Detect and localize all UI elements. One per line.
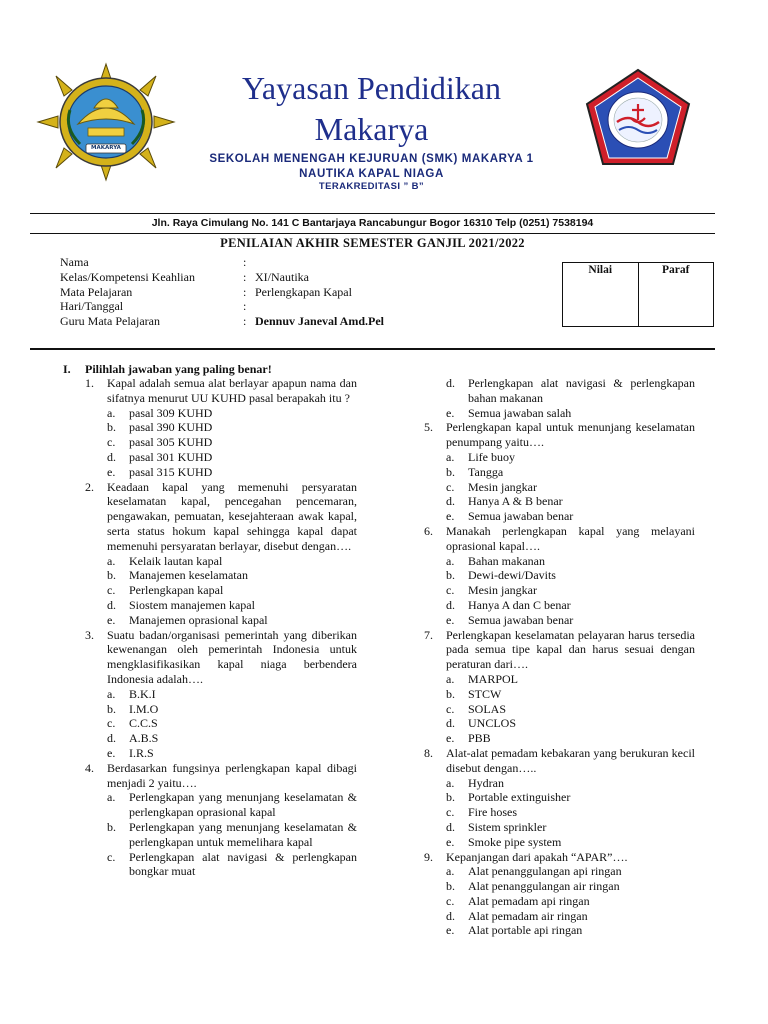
question-text: Suatu badan/organisasi pemerintah yang diberikan kewenangan oleh pemerintah Indonesia untuk mengklasifikasikan kapal niaga berbendera Indonesia adalah…. [107, 627, 357, 686]
answer-option [446, 554, 695, 569]
option-text: I.R.S [129, 745, 154, 760]
option-text: Hydran [468, 775, 504, 790]
option-letter: d. [107, 731, 116, 746]
answer-option [446, 613, 695, 628]
option-text: Manajemen oprasional kapal [129, 612, 268, 627]
question-text: Perlengkapan keselamatan pelayaran harus tersedia pada semua tipe kapal dan harus sesuai dengan peraturan dari…. [446, 627, 695, 672]
option-letter: b. [446, 879, 455, 894]
answer-option [446, 820, 695, 835]
exam-title: PENILAIAN AKHIR SEMESTER GANJIL 2021/2022 [220, 236, 525, 250]
accreditation: TERAKREDITASI ” B” [318, 181, 425, 192]
option-text: pasal 315 KUHD [129, 464, 213, 479]
answer-option [446, 909, 695, 924]
question-stem [85, 628, 357, 687]
option-text: Alat penanggulangan air ringan [468, 879, 620, 894]
option-letter: d. [446, 716, 455, 731]
answer-option [107, 613, 357, 628]
answer-option [446, 509, 695, 524]
option-text: I.M.O [129, 701, 159, 716]
answer-option [107, 554, 357, 569]
info-row-teacher [60, 314, 384, 329]
answer-option [107, 731, 357, 746]
info-row-subject [60, 285, 384, 300]
grade-signature-cell [639, 263, 714, 326]
question-number: 8. [424, 745, 433, 760]
answer-option [446, 672, 695, 687]
question-block [424, 850, 695, 939]
option-letter: a. [107, 790, 116, 805]
option-text: Perlengkapan alat navigasi & perlengkapan bahan makanan [468, 376, 695, 405]
answer-option [446, 776, 695, 791]
option-text: PBB [468, 731, 491, 746]
answer-option [446, 879, 695, 894]
grade-score-label: Nilai [588, 264, 613, 276]
question-stem [424, 524, 695, 554]
answer-option [107, 406, 357, 421]
answer-option [446, 835, 695, 850]
option-text: pasal 309 KUHD [129, 405, 213, 420]
option-text: Portable extinguisher [468, 790, 571, 805]
question-text: Alat-alat pemadam kebakaran yang berukuran kecil disebut dengan….. [446, 745, 695, 775]
option-letter: c. [446, 893, 455, 908]
option-letter: c. [446, 583, 455, 598]
answer-option [446, 480, 695, 495]
option-text: Perlengkapan yang menunjang keselamatan & perlengkapan oprasional kapal [129, 790, 357, 820]
section-title [63, 362, 272, 377]
option-text: A.B.S [129, 731, 159, 746]
answer-option [446, 465, 695, 480]
answer-option [446, 716, 695, 731]
questions-right-column [424, 376, 695, 938]
option-letter: b. [446, 686, 455, 701]
option-text: Semua jawaban benar [468, 612, 574, 627]
answer-option [446, 494, 695, 509]
option-text: Alat portable api ringan [468, 923, 583, 938]
header-rule-top [30, 213, 715, 214]
option-letter: d. [446, 494, 455, 509]
option-letter: e. [446, 612, 455, 627]
question-number: 4. [85, 760, 94, 775]
answer-option [446, 450, 695, 465]
question-block [424, 628, 695, 746]
question-number: 5. [424, 420, 433, 435]
question-number: 1. [85, 376, 94, 390]
info-colon: : [243, 314, 247, 329]
foundation-name-line1: Yayasan Pendidikan [242, 70, 501, 106]
option-letter: c. [107, 849, 116, 864]
question-text: Keadaan kapal yang memenuhi persyaratan keselamatan kapal, pencegahan pencemaran, pengawakan, pemuatan, kesejahteraan awak kapal, serta status hokum kapal sehingga kapal dapat memenuhi persyaratan berlayar, disebut dengan…. [107, 479, 357, 553]
option-letter: e. [446, 405, 455, 420]
option-letter: b. [107, 819, 116, 834]
question-number: 7. [424, 627, 433, 642]
option-text: Dewi-dewi/Davits [468, 568, 556, 583]
option-text: SOLAS [468, 701, 507, 716]
info-colon: : [243, 299, 247, 314]
answer-option [107, 420, 357, 435]
answer-option [107, 716, 357, 731]
info-row-name [60, 255, 384, 270]
option-letter: e. [107, 464, 116, 479]
answer-option [107, 820, 357, 850]
grade-score-cell [563, 263, 639, 326]
question-stem [424, 628, 695, 672]
answer-option [107, 465, 357, 480]
question-block [85, 761, 357, 879]
info-colon: : [243, 269, 247, 284]
answer-option [107, 850, 357, 880]
option-text: pasal 305 KUHD [129, 435, 213, 450]
option-text: B.K.I [129, 686, 156, 701]
option-text: Fire hoses [468, 805, 517, 820]
question-stem [424, 746, 695, 776]
option-text: Mesin jangkar [468, 583, 537, 598]
answer-option [446, 894, 695, 909]
answer-option [107, 435, 357, 450]
option-letter: a. [107, 686, 116, 701]
question-block [85, 628, 357, 761]
question-text: Perlengkapan kapal untuk menunjang keselamatan penumpang yaitu…. [446, 420, 695, 450]
question-stem [85, 761, 357, 791]
question-number: 2. [85, 479, 94, 494]
question-block [424, 746, 695, 850]
answer-option [446, 923, 695, 938]
question-block [85, 480, 357, 628]
option-text: Perlengkapan yang menunjang keselamatan & perlengkapan untuk memelihara kapal [129, 819, 357, 849]
option-text: C.C.S [129, 716, 158, 731]
option-letter: b. [446, 790, 455, 805]
answer-option [446, 376, 695, 406]
option-letter: d. [107, 597, 116, 612]
question-block [424, 420, 695, 524]
question-stem [85, 376, 357, 406]
option-text: Alat pemadam air ringan [468, 908, 588, 923]
option-text: Bahan makanan [468, 553, 545, 568]
answer-option [107, 702, 357, 717]
option-text: STCW [468, 686, 502, 701]
section-numeral: I. [63, 362, 71, 376]
option-text: pasal 301 KUHD [129, 449, 213, 464]
info-value: Perlengkapan Kapal [255, 284, 352, 299]
option-text: Perlengkapan alat navigasi & perlengkapan bongkar muat [129, 849, 357, 879]
answer-option [446, 687, 695, 702]
option-letter: e. [107, 745, 116, 760]
info-label: Mata Pelajaran [60, 284, 133, 299]
option-text: Smoke pipe system [468, 834, 562, 849]
option-letter: a. [446, 775, 455, 790]
question-number: 3. [85, 627, 94, 642]
answer-option [446, 731, 695, 746]
answer-option [446, 702, 695, 717]
option-letter: d. [107, 449, 116, 464]
option-text: Alat pemadam api ringan [468, 893, 590, 908]
question-text: Manakah perlengkapan kapal yang melayani oprasional kapal…. [446, 523, 695, 553]
question-block [424, 524, 695, 628]
question-stem [424, 850, 695, 865]
school-name-line1: SEKOLAH MENENGAH KEJURUAN (SMK) MAKARYA 1 [209, 153, 534, 165]
option-letter: d. [446, 376, 455, 390]
grade-box [562, 262, 714, 327]
option-letter: a. [446, 864, 455, 879]
option-text: Sistem sprinkler [468, 819, 547, 834]
school-name [150, 152, 593, 182]
option-letter: b. [107, 701, 116, 716]
option-text: Hanya A & B benar [468, 494, 563, 509]
info-rule [30, 348, 715, 350]
info-label: Guru Mata Pelajaran [60, 314, 160, 329]
answer-option [446, 864, 695, 879]
section-instruction: Pilihlah jawaban yang paling benar! [85, 362, 272, 376]
option-letter: c. [107, 583, 116, 598]
option-text: Manajemen keselamatan [129, 568, 248, 583]
option-text: pasal 390 KUHD [129, 420, 213, 435]
info-row-class [60, 270, 384, 285]
student-info [60, 255, 384, 329]
option-letter: a. [446, 671, 455, 686]
option-letter: d. [446, 819, 455, 834]
question-text: Berdasarkan fungsinya perlengkapan kapal dibagi menjadi 2 yaitu…. [107, 760, 357, 790]
header-rule-bottom [30, 233, 715, 234]
info-colon: : [243, 284, 247, 299]
answer-option [446, 805, 695, 820]
info-value: Dennuv Janeval Amd.Pel [255, 314, 385, 329]
question-block [85, 376, 357, 480]
info-label: Kelas/Kompetensi Keahlian [60, 269, 195, 284]
answer-option [107, 746, 357, 761]
question-text: Kapal adalah semua alat berlayar apapun nama dan sifatnya menurut UU KUHD pasal berapakah itu ? [107, 376, 357, 405]
answer-option [446, 406, 695, 421]
smk-logo [583, 68, 693, 168]
option-letter: a. [107, 405, 116, 420]
option-letter: c. [446, 805, 455, 820]
option-letter: c. [107, 435, 116, 450]
option-letter: e. [446, 923, 455, 938]
school-name-line2: NAUTIKA KAPAL NIAGA [299, 168, 444, 180]
option-letter: e. [446, 731, 455, 746]
option-text: MARPOL [468, 671, 519, 686]
info-label: Nama [60, 255, 89, 269]
option-text: Tangga [468, 464, 504, 479]
option-letter: a. [446, 553, 455, 568]
answer-option [107, 687, 357, 702]
question-text: Kepanjangan dari apakah “APAR”…. [446, 849, 628, 864]
option-letter: d. [446, 908, 455, 923]
option-letter: b. [107, 420, 116, 435]
option-letter: b. [446, 464, 455, 479]
option-text: Kelaik lautan kapal [129, 553, 223, 568]
option-text: Alat penanggulangan api ringan [468, 864, 622, 879]
option-letter: e. [446, 509, 455, 524]
option-text: Semua jawaban benar [468, 509, 574, 524]
option-text: Life buoy [468, 449, 515, 464]
option-text: Perlengkapan kapal [129, 583, 224, 598]
answer-option [107, 450, 357, 465]
option-text: Siostem manajemen kapal [129, 597, 255, 612]
option-letter: b. [446, 568, 455, 583]
info-label: Hari/Tanggal [60, 299, 124, 314]
info-value: XI/Nautika [255, 269, 309, 284]
option-letter: e. [107, 612, 116, 627]
option-letter: b. [107, 568, 116, 583]
option-letter: e. [446, 834, 455, 849]
foundation-name [180, 68, 563, 150]
answer-option [446, 598, 695, 613]
question-stem [424, 420, 695, 450]
option-text: Mesin jangkar [468, 479, 537, 494]
foundation-name-line2: Makarya [314, 111, 429, 147]
option-letter: c. [107, 716, 116, 731]
answer-option [446, 568, 695, 583]
questions-left-column [85, 376, 357, 879]
question-number: 6. [424, 523, 433, 538]
logo-caption: MAKARYA [91, 145, 121, 151]
info-row-date [60, 299, 384, 314]
option-letter: c. [446, 701, 455, 716]
option-text: Semua jawaban salah [468, 405, 572, 420]
answer-option [107, 790, 357, 820]
info-colon: : [243, 255, 247, 269]
grade-signature-label: Paraf [662, 264, 690, 276]
answer-option [446, 583, 695, 598]
option-letter: a. [107, 553, 116, 568]
question-stem [85, 480, 357, 554]
answer-option [446, 790, 695, 805]
school-address: Jln. Raya Cimulang No. 141 C Bantarjaya Rancabungur Bogor 16310 Telp (0251) 7538194 [151, 217, 594, 229]
option-letter: a. [446, 449, 455, 464]
option-text: Hanya A dan C benar [468, 597, 571, 612]
answer-option [107, 598, 357, 613]
option-letter: d. [446, 597, 455, 612]
answer-option [107, 568, 357, 583]
answer-option [107, 583, 357, 598]
option-text: UNCLOS [468, 716, 517, 731]
question-number: 9. [424, 849, 433, 864]
option-letter: c. [446, 479, 455, 494]
